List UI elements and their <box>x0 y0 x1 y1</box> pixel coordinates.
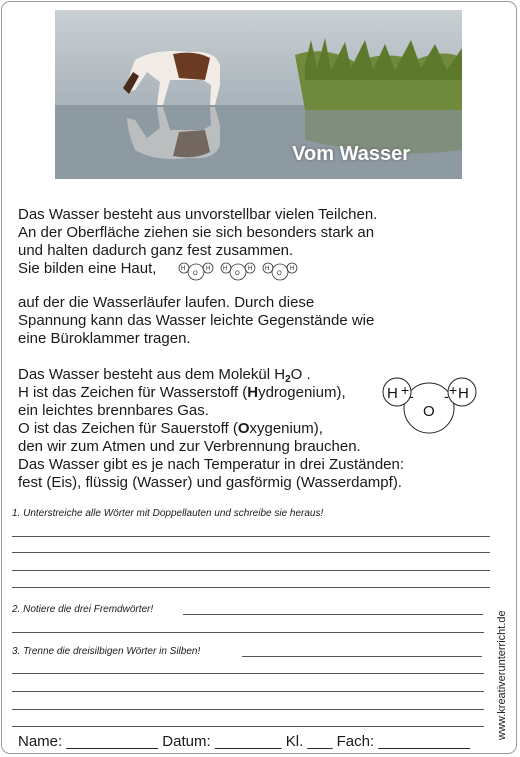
answer-line[interactable] <box>12 570 490 571</box>
answer-line[interactable] <box>12 587 490 588</box>
answer-line[interactable] <box>12 709 484 710</box>
oxygen-line-text: O ist das Zeichen für Sauerstoff ( <box>18 420 238 437</box>
text-line: Spannung kann das Wasser leichte Gegenstände wie <box>18 312 375 329</box>
footer-fields <box>18 733 470 750</box>
text-line: An der Oberfläche ziehen sie sich besonders stark an <box>18 224 375 241</box>
surface-tension-molecules <box>176 261 306 281</box>
hydrogen-line-text: H ist das Zeichen für Wasserstoff ( <box>18 384 248 401</box>
text-line: fest (Eis), flüssig (Wasser) und gasförmig (Wasserdampf). <box>18 474 402 491</box>
header-photo <box>55 10 462 179</box>
page-title: Vom Wasser <box>292 143 410 165</box>
task-2: 2. Notiere die drei Fremdwörter! <box>12 604 154 615</box>
svg-text:H: H <box>181 266 186 272</box>
subject-field[interactable]: ___________ <box>378 733 471 750</box>
svg-text:O: O <box>277 271 282 277</box>
svg-text:H: H <box>206 266 211 272</box>
answer-line[interactable] <box>242 656 482 657</box>
svg-text:H: H <box>290 266 295 272</box>
answer-line[interactable] <box>12 632 484 633</box>
date-field[interactable]: ________ <box>214 733 282 750</box>
oxygen-label: O <box>423 403 435 420</box>
side-credit: www.kreativerunterricht.de <box>496 610 508 740</box>
plus-left: + <box>401 382 410 398</box>
hydrogen-line-2: ein leichtes brennbares Gas. <box>18 402 209 419</box>
text-line: auf der die Wasserläufer laufen. Durch diese <box>18 294 315 311</box>
name-label: Name: <box>18 733 63 750</box>
task-1: 1. Unterstreiche alle Wörter mit Doppellauten und schreibe sie heraus! <box>12 508 324 519</box>
molecule-line-suffix: O . <box>290 366 311 383</box>
text-line: Das Wasser besteht aus unvorstellbar vielen Teilchen. <box>18 206 378 223</box>
answer-line[interactable] <box>12 691 484 692</box>
text-line: eine Büroklammer tragen. <box>18 330 191 347</box>
text-line: den wir zum Atmen und zur Verbrennung brauchen. <box>18 438 361 455</box>
text-line: Das Wasser gibt es je nach Temperatur in drei Zuständen: <box>18 456 405 473</box>
name-field[interactable]: ___________ <box>66 733 159 750</box>
svg-text:O: O <box>235 271 240 277</box>
molecule-line-text: Das Wasser besteht aus dem Molekül H <box>18 366 286 383</box>
oxygen-line-suffix: xygenium), <box>249 420 323 437</box>
class-field[interactable]: ___ <box>307 733 333 750</box>
water-molecule-diagram <box>380 372 480 442</box>
oxygen-line <box>18 420 323 438</box>
oxygen-bold-letter: O <box>237 420 250 437</box>
plus-right: + <box>449 382 458 398</box>
svg-text:H: H <box>223 266 228 272</box>
text-line: und halten dadurch ganz fest zusammen. <box>18 242 294 259</box>
answer-line[interactable] <box>12 536 490 537</box>
svg-text:H: H <box>265 266 270 272</box>
minus-right: - <box>444 388 449 404</box>
subscript: 2 <box>285 374 291 385</box>
hydrogen-left-label: H <box>387 385 398 402</box>
answer-line[interactable] <box>183 614 483 615</box>
class-label: Kl. <box>285 733 304 750</box>
answer-line[interactable] <box>12 726 484 727</box>
hydrogen-line <box>18 384 346 402</box>
answer-line[interactable] <box>12 673 484 674</box>
hydrogen-line-suffix: ydrogenium), <box>258 384 346 401</box>
svg-text:H: H <box>248 266 253 272</box>
date-label: Datum: <box>162 733 211 750</box>
task-3: 3. Trenne die dreisilbigen Wörter in Silben! <box>12 646 201 657</box>
answer-line[interactable] <box>12 552 490 553</box>
hydrogen-bold-letter: H <box>247 384 259 401</box>
hydrogen-right-label: H <box>458 385 469 402</box>
paragraph-3 <box>18 438 404 492</box>
minus-left: - <box>409 388 414 404</box>
svg-text:O: O <box>193 271 198 277</box>
paragraph-2 <box>18 294 374 348</box>
subject-label: Fach: <box>336 733 375 750</box>
text-line: Sie bilden eine Haut, <box>18 260 157 277</box>
